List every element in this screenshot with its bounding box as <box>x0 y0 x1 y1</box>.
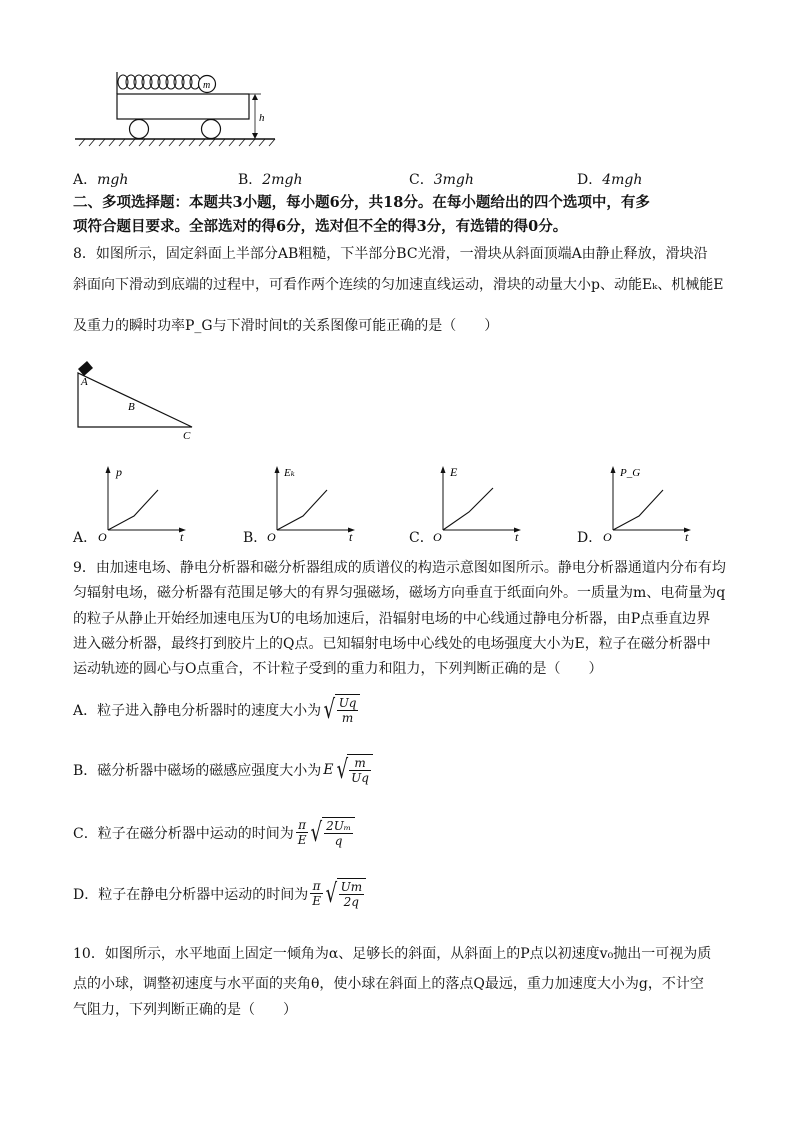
q8-graph-d <box>601 462 701 542</box>
graph-d-ylabel: P_G <box>620 467 641 479</box>
math-den: m <box>341 711 354 725</box>
q8-graph-a <box>96 462 196 542</box>
q9-option-d[interactable] <box>73 878 366 909</box>
math-den: 2q <box>343 895 359 909</box>
q9-option-b-math: √ $\frac{m}{Uq}$ <box>334 754 373 785</box>
q9-option-c-math: √ $\frac{\text{2Uₘ}}{q}$ <box>308 817 355 848</box>
q8-stem-line1: 8．如图所示，固定斜面上半部分AB粗糙，下半部分BC光滑，一滑块从斜面顶端A由静止释放，滑块沿 <box>73 246 708 262</box>
q8-option-d-letter[interactable]: D． <box>577 530 603 546</box>
graph-a-ylabel: p <box>116 465 122 479</box>
math-num: 2Uₘ <box>326 819 352 833</box>
q9-option-b[interactable] <box>73 754 373 785</box>
incline-label-c: C <box>183 430 191 442</box>
graph-a-origin: O <box>98 530 107 542</box>
incline-label-a: A <box>81 376 88 388</box>
q8-option-a-letter[interactable]: A． <box>73 530 98 546</box>
math-num: Uq <box>338 696 357 710</box>
q10-stem-line1: 10．如图所示，水平地面上固定一倾角为α、足够长的斜面，从斜面上的P点以初速度v₀抛出一可视为质 <box>73 946 712 962</box>
q9-option-d-math: √ $\frac{Um}{2q}$ <box>323 878 366 909</box>
q9-option-a-math: √ $\frac{Uq}{m}$ <box>321 694 360 725</box>
graph-c-ylabel: E <box>450 465 458 479</box>
graph-b-ylabel: Eₖ <box>284 467 295 479</box>
q7-height-label: h <box>259 112 265 124</box>
graph-c-origin: O <box>433 530 442 542</box>
option-letter: D． <box>577 172 603 188</box>
q7-option-c[interactable] <box>409 169 474 189</box>
graph-d-xlabel: t <box>685 530 689 542</box>
q8-graph-c <box>431 462 531 542</box>
q7-mass-label: m <box>203 80 211 91</box>
math-den: Uq <box>351 771 369 785</box>
option-text: mgh <box>97 172 129 188</box>
q10-stem-line2: 点的小球，调整初速度与水平面的夹角θ，使小球在斜面上的落点Q最远，重力加速度大小为g，不计空 <box>73 976 704 992</box>
math-pi: π <box>296 818 309 833</box>
q9-option-a[interactable] <box>73 694 360 725</box>
graph-a-xlabel: t <box>180 530 184 542</box>
option-letter: B． <box>238 172 263 188</box>
math-den: q <box>334 834 343 848</box>
math-prefix: E <box>323 761 334 778</box>
q7-option-a[interactable] <box>73 169 128 189</box>
q8-option-c-letter[interactable]: C． <box>409 530 434 546</box>
q9-option-c-text: C．粒子在磁分析器中运动的时间为 <box>73 825 294 842</box>
q8-stem-line2: 斜面向下滑动到底端的过程中，可看作两个连续的匀加速直线运动，滑块的动量大小p、动能Eₖ、机械能E <box>73 277 724 293</box>
q9-stem-line5: 运动轨迹的圆心与O点重合，不计粒子受到的重力和阻力，下列判断正确的是（ ） <box>73 661 603 677</box>
graph-b-xlabel: t <box>349 530 353 542</box>
math-pi: π <box>310 879 323 894</box>
q9-option-a-text: A．粒子进入静电分析器时的速度大小为 <box>73 702 322 719</box>
q8-incline-figure <box>70 355 200 445</box>
q9-stem-line1: 9．由加速电场、静电分析器和磁分析器组成的质谱仪的构造示意图如图所示。静电分析器通道内分布有均 <box>73 560 726 576</box>
option-text: 4mgh <box>602 172 643 188</box>
q10-stem-line3: 气阻力，下列判断正确的是（ ） <box>73 1002 297 1018</box>
section2-heading-line2: 项符合题目要求。全部选对的得6分，选对但不全的得3分，有选错的得0分。 <box>73 218 568 235</box>
q9-option-c[interactable] <box>73 817 355 848</box>
math-e: E <box>297 833 307 847</box>
q8-option-b-letter[interactable]: B． <box>243 530 268 546</box>
option-letter: A． <box>73 172 98 188</box>
q9-stem-line3: 的粒子从静止开始经加速电压为U的电场加速后，沿辐射电场的中心线通过静电分析器，由P点垂直边界 <box>73 611 711 627</box>
option-text: 2mgh <box>262 172 303 188</box>
incline-label-b: B <box>128 401 135 413</box>
q7-option-b[interactable] <box>238 169 302 189</box>
math-e: E <box>312 894 321 908</box>
q9-stem-line2: 匀辐射电场，磁分析器有范围足够大的有界匀强磁场，磁场方向垂直于纸面向外。一质量为m、电荷量为q <box>73 585 726 601</box>
q8-stem-line3: 及重力的瞬时功率P_G与下滑时间t的关系图像可能正确的是（ ） <box>73 318 499 334</box>
graph-c-xlabel: t <box>515 530 519 542</box>
q9-option-d-text: D．粒子在静电分析器中运动的时间为 <box>73 886 309 903</box>
q8-graph-b <box>265 462 365 542</box>
graph-b-origin: O <box>267 530 276 542</box>
option-text: 3mgh <box>433 172 474 188</box>
q7-option-d[interactable] <box>577 169 642 189</box>
q9-stem-line4: 进入磁分析器，最终打到胶片上的Q点。已知辐射电场中心线处的电场强度大小为E，粒子在磁分析器中 <box>73 636 711 652</box>
option-letter: C． <box>409 172 434 188</box>
q7-cart-figure <box>75 66 285 156</box>
q9-option-b-text: B．磁分析器中磁场的磁感应强度大小为 <box>73 762 322 779</box>
math-num: Um <box>340 880 363 894</box>
section2-heading-line1: 二、多项选择题：本题共3小题，每小题6分，共18分。在每小题给出的四个选项中，有多 <box>73 194 650 211</box>
graph-d-origin: O <box>603 530 612 542</box>
math-num: m <box>349 756 371 771</box>
